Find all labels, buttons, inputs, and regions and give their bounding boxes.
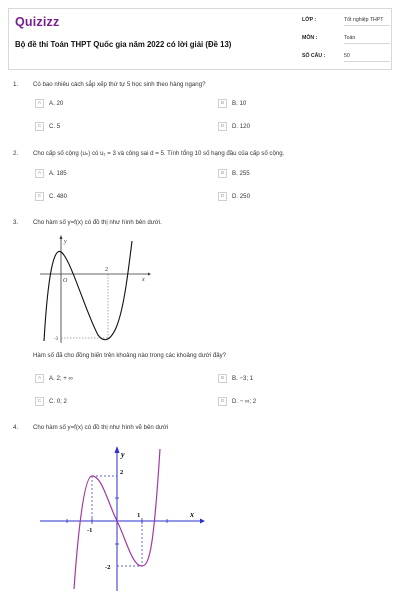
- option-letter-box: C: [35, 397, 44, 406]
- option-letter-box: D: [218, 397, 227, 406]
- option-text: B. 10: [232, 100, 247, 107]
- question-1-option-c[interactable]: [35, 122, 185, 132]
- option-text: D. 120: [232, 123, 250, 130]
- option-text: B. 255: [232, 170, 250, 177]
- axis-label-y: y: [121, 450, 125, 459]
- axis-label-x: x: [190, 510, 194, 519]
- option-text: C. 480: [49, 193, 67, 200]
- question-4-graph: [38, 443, 208, 593]
- option-text: A. 2; + ∞: [49, 375, 73, 382]
- option-text: D. 250: [232, 193, 250, 200]
- option-text: A. 20: [49, 100, 64, 107]
- question-3-option-b[interactable]: [218, 374, 368, 384]
- option-text: D. − ∞; 2: [232, 398, 257, 405]
- quizizz-logo[interactable]: Quizizz: [15, 15, 60, 29]
- question-3-graph: [36, 233, 154, 345]
- option-letter-box: B: [218, 374, 227, 383]
- question-1-option-d[interactable]: [218, 122, 368, 132]
- tick-label-x-neg1: -1: [87, 527, 93, 534]
- question-1-number: 1.: [13, 81, 19, 88]
- meta-subject: [302, 31, 392, 46]
- question-2-option-d[interactable]: [218, 192, 368, 202]
- cubic-curve: [44, 241, 132, 341]
- option-letter-box: B: [218, 99, 227, 108]
- question-3-text: Cho hàm số y=f(x) có đồ thị như hình bên dưới.: [33, 219, 162, 226]
- option-text: C. 5: [49, 123, 61, 130]
- option-letter-box: A: [35, 374, 44, 383]
- worksheet-header: [8, 8, 392, 70]
- option-letter-box: A: [35, 99, 44, 108]
- option-letter-box: C: [35, 192, 44, 201]
- question-3-option-d[interactable]: [218, 397, 368, 407]
- axis-label-y: y: [64, 239, 67, 245]
- option-text: C. 0; 2: [49, 398, 67, 405]
- question-2-text: Cho cấp số cộng (uₙ) có u₁ = 3 và công sai d = 5. Tính tổng 10 số hạng đầu của cấp số cộng.: [33, 150, 285, 157]
- meta-grade-value: Tốt nghiệp THPT: [344, 17, 390, 26]
- meta-count-label: SỐ CÂU :: [302, 53, 326, 59]
- question-1-option-a[interactable]: [35, 99, 185, 109]
- x-axis-arrow: [148, 273, 151, 276]
- tick-label-y-neg2: -2: [105, 564, 111, 571]
- option-letter-box: D: [218, 122, 227, 131]
- meta-count-value: 50: [344, 53, 390, 62]
- option-letter-box: D: [218, 192, 227, 201]
- question-2-option-b[interactable]: [218, 169, 368, 179]
- question-1-option-b[interactable]: [218, 99, 368, 109]
- question-2-option-a[interactable]: [35, 169, 185, 179]
- y-axis-arrow: [60, 235, 63, 239]
- option-letter-box: B: [218, 169, 227, 178]
- question-3-option-c[interactable]: [35, 397, 185, 407]
- meta-grade-label: LỚP :: [302, 17, 317, 23]
- y-axis-arrow: [115, 446, 120, 453]
- meta-question-count: [302, 49, 392, 64]
- question-4-text: Cho hàm số y=f(x) có đồ thị như hình vẽ bên dưới: [33, 424, 169, 431]
- tick-label-x2: 2: [105, 267, 108, 273]
- tick-label-y-2: 2: [120, 469, 124, 476]
- axis-label-x: x: [142, 277, 145, 283]
- question-3-subtext: Hàm số đã cho đồng biến trên khoảng nào trong các khoảng dưới đây?: [33, 352, 227, 359]
- tick-label-y-3: -3: [54, 337, 59, 342]
- question-2-number: 2.: [13, 150, 19, 157]
- option-letter-box: A: [35, 169, 44, 178]
- origin-label: O: [63, 278, 68, 284]
- question-2-option-c[interactable]: [35, 192, 185, 202]
- option-text: A. 185: [49, 170, 67, 177]
- document-title: Bộ đề thi Toán THPT Quốc gia năm 2022 có lời giải (Đề 13): [15, 40, 232, 49]
- tick-label-x-1: 1: [137, 512, 141, 519]
- option-letter-box: C: [35, 122, 44, 131]
- meta-subject-value: Toán: [344, 35, 390, 44]
- question-4-number: 4.: [13, 424, 19, 431]
- meta-grade: [302, 13, 392, 28]
- question-3-option-a[interactable]: [35, 374, 185, 384]
- meta-subject-label: MÔN :: [302, 35, 318, 41]
- option-text: B. −3; 1: [232, 375, 254, 382]
- question-3-number: 3.: [13, 219, 19, 226]
- question-1-text: Có bao nhiêu cách sắp xếp thứ tự 5 học sinh theo hàng ngang?: [33, 81, 206, 88]
- x-axis-arrow: [200, 519, 205, 524]
